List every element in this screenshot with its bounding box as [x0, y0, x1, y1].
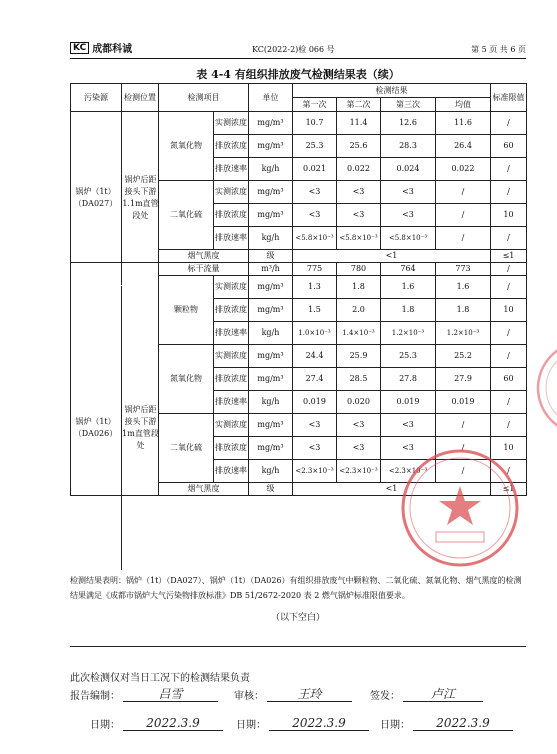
emis-label: 排放浓度 [214, 299, 249, 322]
value-cell: <1 [293, 250, 491, 263]
date-reviewed [236, 716, 369, 731]
limit-cell: ≤1 [491, 250, 527, 263]
group2-source: 锅炉（1t）（DA026） [73, 417, 118, 438]
value-cell: <3 [381, 181, 436, 204]
unit-cell: mg/m³ [249, 204, 293, 227]
value-cell: <3 [337, 181, 381, 204]
company-name: 成都科诚 [92, 44, 133, 55]
issued-signature: 卢江 [403, 687, 483, 702]
value-cell: <2.3×10⁻³ [337, 460, 381, 483]
unit-cell: mg/m³ [249, 345, 293, 368]
logo-mark: KC [70, 42, 89, 54]
value-cell: 0.021 [293, 158, 337, 181]
prepared-label: 报告编制： [70, 691, 120, 702]
limit-cell: 10 [491, 437, 527, 460]
flow-label: 标干流量 [159, 263, 249, 276]
limit-cell: / [491, 414, 527, 437]
limit-cell: ≤1 [491, 483, 527, 496]
conclusion-note: 检测结果表明：锅炉（1t）（DA027）、锅炉（1t）（DA026）有组织排放废气中颗粒物、二氧化硫、氮氧化物、烟气黑度的检测结果满足《成都市锅炉大气污染物排放标准》DB 51/2672-2020 表 2 燃气锅炉标准限值要求。 [70, 576, 522, 600]
value-cell: 1.4×10⁻³ [337, 322, 381, 345]
prepared-by [70, 687, 218, 702]
reviewed-label: 审核： [234, 691, 264, 702]
limit-cell: 60 [491, 368, 527, 391]
date-label: 日期： [380, 720, 410, 731]
header-divider [70, 58, 526, 59]
emis-label: 排放浓度 [214, 368, 249, 391]
limit-cell: / [491, 181, 527, 204]
unit-cell: kg/h [249, 391, 293, 414]
header-row [71, 84, 527, 98]
header-item: 检测项目 [159, 84, 249, 112]
emis-label: 排放浓度 [214, 135, 249, 158]
reviewed-signature: 王玲 [267, 687, 352, 702]
value-cell: 27.4 [293, 368, 337, 391]
value-cell: 28.3 [381, 135, 436, 158]
group1-source: 锅炉（1t）（DA027） [73, 187, 118, 208]
conc-label: 实测浓度 [214, 276, 249, 299]
value-cell: 11.4 [337, 112, 381, 135]
blackness-label: 烟气黑度 [159, 483, 249, 496]
value-cell: / [436, 414, 491, 437]
value-cell: <3 [293, 437, 337, 460]
value-cell: 2.0 [337, 299, 381, 322]
unit-cell: m³/h [249, 263, 293, 276]
conc-label: 实测浓度 [214, 414, 249, 437]
header-second: 第二次 [337, 98, 381, 112]
value-cell: 0.022 [436, 158, 491, 181]
value-cell: 0.020 [337, 391, 381, 414]
value-cell: <5.8×10⁻³ [293, 227, 337, 250]
value-cell: 1.2×10⁻³ [381, 322, 436, 345]
date-value: 2022.3.9 [269, 716, 369, 731]
header-source: 污染源 [71, 84, 122, 112]
conc-label: 实测浓度 [214, 112, 249, 135]
value-cell: <3 [293, 181, 337, 204]
value-cell: <2.3×10⁻³ [381, 460, 436, 483]
emis-label: 排放浓度 [214, 204, 249, 227]
limit-cell: / [491, 391, 527, 414]
blank-marker: （以下空白） [270, 613, 325, 623]
responsibility-statement: 此次检测仅对当日工况下的检测结果负责 [70, 673, 250, 684]
rate-label: 排放速率 [214, 460, 249, 483]
value-cell: 0.022 [337, 158, 381, 181]
signature-row [70, 687, 530, 709]
value-cell: <3 [337, 204, 381, 227]
value-cell: 1.8 [381, 299, 436, 322]
footer-divider [70, 646, 526, 647]
g1-so2-name: 二氧化硫 [159, 181, 214, 250]
value-cell: 1.8 [337, 276, 381, 299]
value-cell: 25.3 [293, 135, 337, 158]
value-cell: 0.019 [436, 391, 491, 414]
rate-label: 排放速率 [214, 158, 249, 181]
value-cell: 775 [293, 263, 337, 276]
value-cell: 28.5 [337, 368, 381, 391]
value-cell: 11.6 [436, 112, 491, 135]
value-cell: <3 [381, 437, 436, 460]
unit-cell: kg/h [249, 227, 293, 250]
header-position: 检测位置 [122, 84, 159, 112]
value-cell: 27.9 [436, 368, 491, 391]
date-label: 日期： [90, 720, 120, 731]
unit-cell: mg/m³ [249, 276, 293, 299]
limit-cell: 10 [491, 299, 527, 322]
unit-cell: 级 [249, 483, 293, 496]
value-cell: 0.019 [381, 391, 436, 414]
value-cell: / [436, 460, 491, 483]
conc-label: 实测浓度 [214, 181, 249, 204]
limit-cell: / [491, 345, 527, 368]
company-logo [70, 40, 132, 55]
prepared-signature: 吕雪 [123, 687, 218, 702]
g2-so2-name: 二氧化硫 [159, 414, 214, 483]
header-avg: 均值 [436, 98, 491, 112]
value-cell: <3 [381, 414, 436, 437]
limit-cell: / [491, 263, 527, 276]
rate-label: 排放速率 [214, 322, 249, 345]
value-cell: / [436, 227, 491, 250]
value-cell: <3 [293, 414, 337, 437]
date-value: 2022.3.9 [413, 716, 513, 731]
unit-cell: mg/m³ [249, 181, 293, 204]
unit-cell: mg/m³ [249, 112, 293, 135]
unit-cell: kg/h [249, 322, 293, 345]
value-cell: 780 [337, 263, 381, 276]
unit-cell: mg/m³ [249, 135, 293, 158]
issued-by [370, 687, 483, 702]
reviewed-by [234, 687, 352, 702]
report-header [70, 40, 526, 56]
value-cell: <1 [293, 483, 491, 496]
limit-cell: / [491, 158, 527, 181]
value-cell: 26.4 [436, 135, 491, 158]
value-cell: 773 [436, 263, 491, 276]
value-cell: 0.024 [381, 158, 436, 181]
unit-cell: 级 [249, 250, 293, 263]
unit-cell: kg/h [249, 460, 293, 483]
value-cell: 25.6 [337, 135, 381, 158]
header-limit: 标准限值 [491, 84, 527, 112]
limit-cell: 60 [491, 135, 527, 158]
value-cell: 1.6 [381, 276, 436, 299]
group1-position: 锅炉后距接头下游1.1m直管段处 [121, 111, 159, 285]
limit-cell: / [491, 112, 527, 135]
unit-cell: mg/m³ [249, 414, 293, 437]
company-seal [398, 446, 522, 570]
header-first: 第一次 [293, 98, 337, 112]
value-cell: 1.5 [293, 299, 337, 322]
value-cell: 1.3 [293, 276, 337, 299]
value-cell: 1.2×10⁻³ [436, 322, 491, 345]
value-cell: 1.0×10⁻³ [293, 322, 337, 345]
date-label: 日期： [236, 720, 266, 731]
date-prepared [90, 716, 223, 731]
partial-seal [522, 338, 557, 438]
value-cell: 24.4 [293, 345, 337, 368]
header-unit: 单位 [249, 84, 293, 112]
rate-label: 排放速率 [214, 391, 249, 414]
value-cell: 27.8 [381, 368, 436, 391]
value-cell: 0.019 [293, 391, 337, 414]
date-row [70, 716, 530, 738]
limit-cell: / [491, 227, 527, 250]
value-cell: <3 [381, 204, 436, 227]
value-cell: 25.2 [436, 345, 491, 368]
value-cell: 10.7 [293, 112, 337, 135]
value-cell: <5.8×10⁻³ [381, 227, 436, 250]
rate-label: 排放速率 [214, 227, 249, 250]
unit-cell: mg/m³ [249, 299, 293, 322]
page-info: 第 5 页 共 6 页 [471, 45, 526, 54]
conc-label: 实测浓度 [214, 345, 249, 368]
unit-cell: mg/m³ [249, 368, 293, 391]
date-issued [380, 716, 513, 731]
emis-label: 排放浓度 [214, 437, 249, 460]
header-results: 检测结果 [293, 84, 491, 98]
issued-label: 签发： [370, 691, 400, 702]
value-cell: 764 [381, 263, 436, 276]
value-cell: / [436, 204, 491, 227]
table-title: 表 4-4 有组织排放废气检测结果表（续） [196, 68, 400, 81]
limit-cell: / [491, 460, 527, 483]
value-cell: <3 [337, 437, 381, 460]
g1-nox-name: 氮氧化物 [159, 112, 214, 181]
g2-pm-name: 颗粒物 [159, 276, 214, 345]
value-cell: 12.6 [381, 112, 436, 135]
value-cell: <3 [337, 414, 381, 437]
value-cell: 25.9 [337, 345, 381, 368]
limit-cell: / [491, 322, 527, 345]
unit-cell: mg/m³ [249, 437, 293, 460]
date-value: 2022.3.9 [123, 716, 223, 731]
value-cell: <5.8×10⁻³ [337, 227, 381, 250]
value-cell: / [436, 181, 491, 204]
value-cell: 1.6 [436, 276, 491, 299]
blackness-label: 烟气黑度 [159, 250, 249, 263]
value-cell: <3 [293, 204, 337, 227]
limit-cell: 10 [491, 204, 527, 227]
value-cell: / [436, 437, 491, 460]
limit-cell: / [491, 276, 527, 299]
value-cell: 25.3 [381, 345, 436, 368]
report-number: KC(2022-2)检 066 号 [252, 45, 335, 54]
value-cell: 1.8 [436, 299, 491, 322]
header-third: 第三次 [381, 98, 436, 112]
unit-cell: kg/h [249, 158, 293, 181]
group2-position: 锅炉后距接头下游1m直管段处 [121, 286, 159, 570]
g2-nox-name: 氮氧化物 [159, 345, 214, 414]
value-cell: <2.3×10⁻³ [293, 460, 337, 483]
